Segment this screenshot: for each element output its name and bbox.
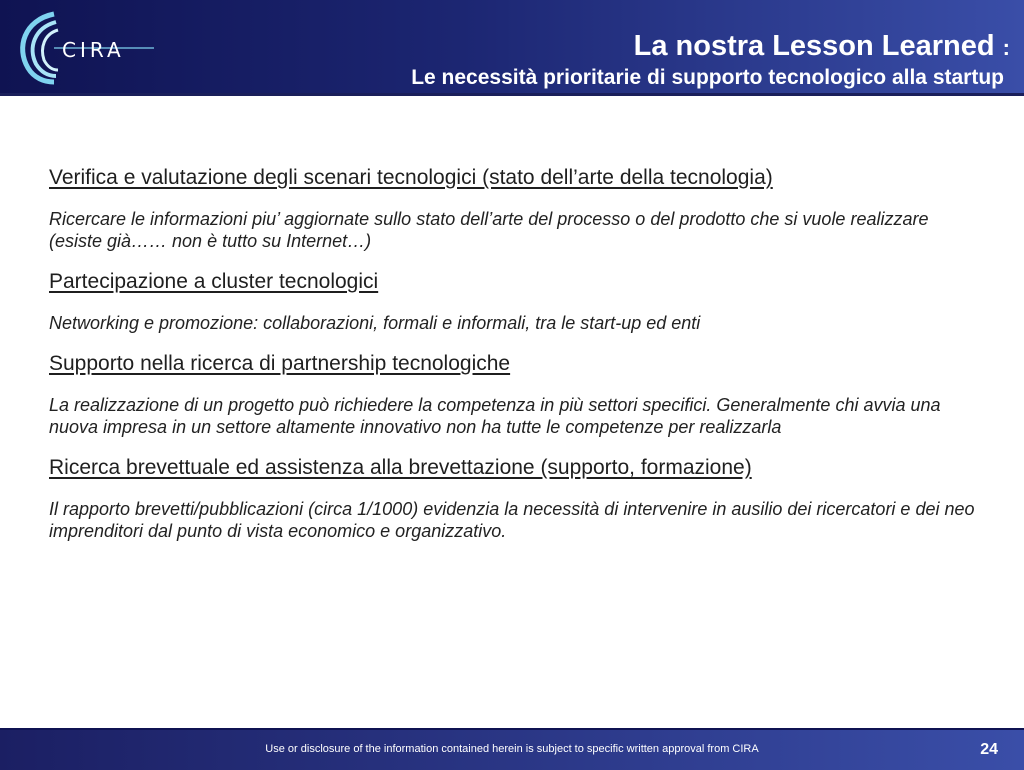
section-heading-4: Ricerca brevettuale ed assistenza alla brevettazione (supporto, formazione) bbox=[49, 456, 752, 479]
section-heading-2: Partecipazione a cluster tecnologici bbox=[49, 270, 379, 293]
slide-header bbox=[0, 0, 1024, 93]
slide-content bbox=[49, 166, 1001, 560]
slide-footer bbox=[0, 728, 1024, 770]
title-colon: : bbox=[1002, 35, 1010, 60]
section-body-2: Networking e promozione: collaborazioni, formali e informali, tra le start-up ed enti bbox=[49, 313, 701, 333]
logo-text: CIRA bbox=[62, 38, 125, 62]
section-body-4: Il rapporto brevetti/pubblicazioni (circa 1/1000) evidenzia la necessità di intervenire in ausilio dei ricercatori e dei neo imprenditori dal punto di vista economico e organizzativo. bbox=[49, 499, 975, 541]
page-number: 24 bbox=[980, 741, 998, 758]
title-text: La nostra Lesson Learned bbox=[633, 30, 995, 62]
page-subtitle: Le necessità prioritarie di supporto tecnologico alla startup bbox=[411, 66, 1004, 89]
section-heading-3: Supporto nella ricerca di partnership tecnologiche bbox=[49, 352, 511, 375]
section-body-1: Ricercare le informazioni piu’ aggiornate sullo stato dell’arte del processo o del prodotto che si vuole realizzare (esiste già…… non è tutto su Internet…) bbox=[49, 209, 929, 251]
section-body-3: La realizzazione di un progetto può richiedere la competenza in più settori specifici. Generalmente chi avvia una nuova impresa in un settore altamente innovativo non ha tutte le competenze per realizzarla bbox=[49, 395, 941, 437]
cira-logo bbox=[14, 8, 164, 86]
page-title bbox=[634, 30, 1010, 64]
header-divider bbox=[0, 93, 1024, 96]
section-heading-1: Verifica e valutazione degli scenari tecnologici (stato dell’arte della tecnologia) bbox=[49, 166, 773, 189]
footer-disclaimer: Use or disclosure of the information contained herein is subject to specific written approval from CIRA bbox=[265, 743, 759, 755]
